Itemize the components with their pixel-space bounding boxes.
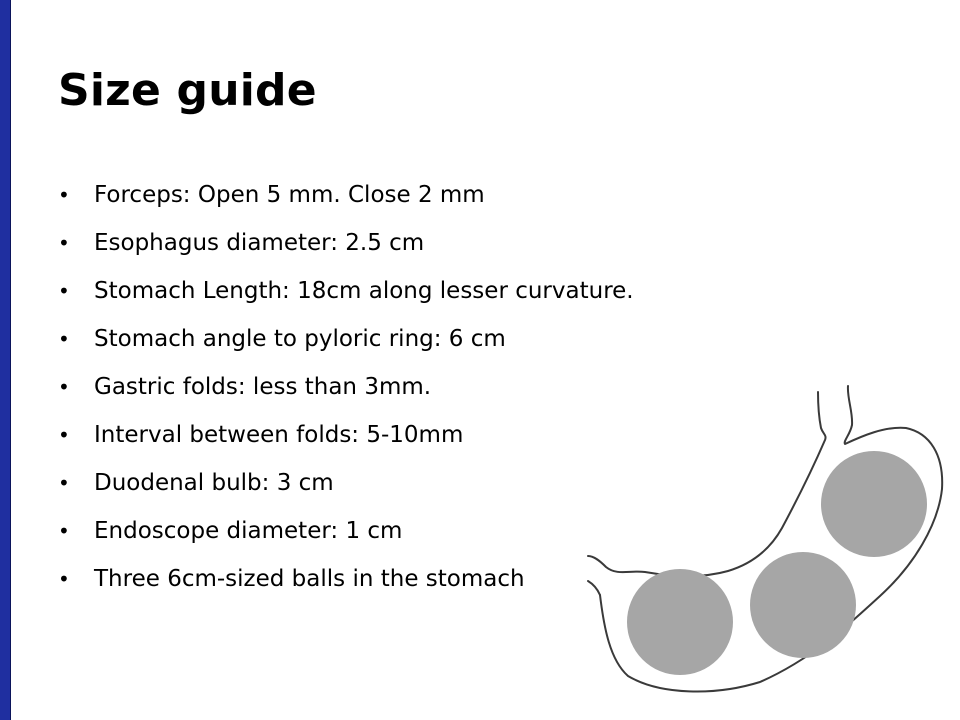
bullet-text: Three 6cm-sized balls in the stomach <box>94 566 525 592</box>
bullet-text: Stomach Length: 18cm along lesser curvature. <box>94 278 634 304</box>
bullet-text: Stomach angle to pyloric ring: 6 cm <box>94 326 506 352</box>
bullet-text: Esophagus diameter: 2.5 cm <box>94 230 425 256</box>
bullet-icon: • <box>58 327 70 351</box>
stomach-outer-wall <box>600 386 942 692</box>
bullet-text: Forceps: Open 5 mm. Close 2 mm <box>94 182 485 208</box>
bullet-icon: • <box>58 471 70 495</box>
bullet-icon: • <box>58 183 70 207</box>
bullet-text: Interval between folds: 5-10mm <box>94 422 464 448</box>
bullet-icon: • <box>58 375 70 399</box>
left-accent-bar <box>0 0 11 720</box>
bullet-text: Endoscope diameter: 1 cm <box>94 518 403 544</box>
bullet-icon: • <box>58 231 70 255</box>
slide-title: Size guide <box>58 65 317 116</box>
bullet-icon: • <box>58 519 70 543</box>
bullet-text: Duodenal bulb: 3 cm <box>94 470 334 496</box>
ball-3 <box>627 569 733 675</box>
stomach-inner-wall <box>588 392 826 576</box>
pylorus-outline <box>588 581 600 595</box>
bullet-icon: • <box>58 567 70 591</box>
bullet-icon: • <box>58 423 70 447</box>
ball-2 <box>750 552 856 658</box>
bullet-icon: • <box>58 279 70 303</box>
ball-1 <box>821 451 927 557</box>
bullet-text: Gastric folds: less than 3mm. <box>94 374 432 400</box>
